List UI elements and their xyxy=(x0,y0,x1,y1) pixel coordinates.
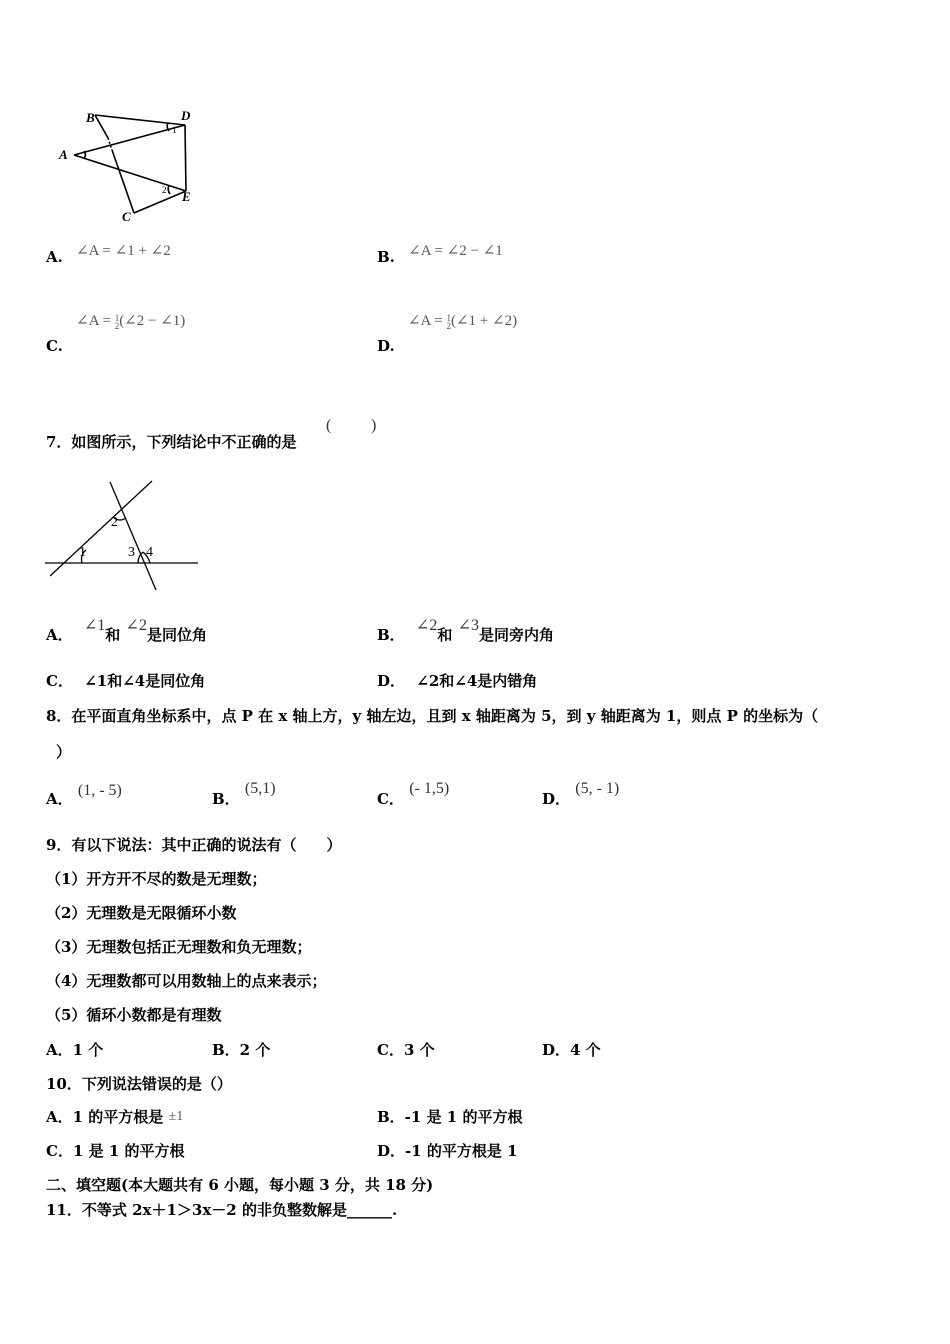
q10-option-a[interactable] xyxy=(46,1106,183,1127)
lines-figure-q7 xyxy=(42,478,202,594)
q7-option-a-angle1: ∠1 xyxy=(83,617,106,634)
q7-bracket-close: ) xyxy=(371,417,377,434)
q7-option-b-angle1: ∠2 xyxy=(415,617,438,634)
q7-option-a-mid: 和 xyxy=(105,626,121,644)
fig6-label-b: B xyxy=(86,110,95,125)
q8-option-b-math: (5,1) xyxy=(244,780,276,797)
q7-option-d-text: ∠2和∠4是内错角 xyxy=(416,672,538,690)
q6-option-d-math-post: (∠1 + ∠2) xyxy=(450,313,518,329)
q6-option-b[interactable] xyxy=(377,243,503,267)
q8-option-a-math: (1, - 5) xyxy=(77,782,122,799)
q6-option-d-label: D. xyxy=(377,337,395,355)
fig6-label-d: D xyxy=(181,108,191,123)
q10-option-a-label: A．1 的平方根是 xyxy=(46,1108,164,1126)
q7-bracket-open: ( xyxy=(326,417,332,434)
q7-option-b-tail: 是同旁内角 xyxy=(478,626,554,644)
q8-option-a[interactable] xyxy=(46,782,122,809)
q7-option-a-tail: 是同位角 xyxy=(146,626,207,644)
fig7-label-1: 1 xyxy=(79,545,86,560)
q6-option-d[interactable] xyxy=(377,312,518,356)
fig6-label-e: E xyxy=(182,189,191,204)
q6-option-a-label: A. xyxy=(46,248,63,266)
q7-option-b-mid: 和 xyxy=(437,626,453,644)
q6-option-d-math xyxy=(408,313,517,329)
q6-option-c-math-pre: ∠A = xyxy=(76,313,115,329)
fig6-label-a: A xyxy=(59,147,68,162)
q8-option-b[interactable] xyxy=(212,780,276,809)
q7-option-d[interactable] xyxy=(377,670,537,691)
q7-option-b[interactable] xyxy=(377,617,554,645)
q7-option-a[interactable] xyxy=(46,617,207,645)
q7-option-c[interactable] xyxy=(46,670,205,691)
q10-option-d[interactable]: D．-1 的平方根是 1 xyxy=(377,1142,518,1160)
q6-option-b-math: ∠A = ∠2 − ∠1 xyxy=(408,243,503,259)
q11-stem: 11．不等式 2x＋1＞3x－2 的非负整数解是______. xyxy=(46,1201,398,1219)
q8-stem-line2: ） xyxy=(56,743,72,761)
q6-option-a[interactable] xyxy=(46,243,171,267)
triangle-figure-q6 xyxy=(50,105,210,227)
q6-option-c-frac-den: 2 xyxy=(114,320,120,331)
q6-option-c-label: C. xyxy=(46,337,63,355)
fig6-label-c: C xyxy=(122,209,131,224)
q6-option-c[interactable] xyxy=(46,312,186,356)
section2-heading: 二、填空题(本大题共有 6 小题，每小题 3 分，共 18 分) xyxy=(46,1176,434,1194)
q8-option-d[interactable] xyxy=(542,780,620,809)
fig7-label-2: 2 xyxy=(111,515,118,530)
q7-option-c-label: C． xyxy=(46,672,73,690)
q9-statement-4: （4）无理数都可以用数轴上的点来表示； xyxy=(46,972,327,990)
q9-option-a[interactable]: A．1 个 xyxy=(46,1041,104,1059)
q8-option-c-math: (- 1,5) xyxy=(409,780,450,797)
q10-option-b[interactable]: B．-1 是 1 的平方根 xyxy=(377,1108,523,1126)
q9-statement-1: （1）开方开不尽的数是无理数； xyxy=(46,870,267,888)
q9-statement-3: （3）无理数包括正无理数和负无理数； xyxy=(46,938,312,956)
q7-option-a-angle2: ∠2 xyxy=(125,617,147,634)
q9-statement-5: （5）循环小数都是有理数 xyxy=(46,1006,222,1024)
q7-option-b-label: B． xyxy=(377,626,405,644)
q9-option-b[interactable]: B．2 个 xyxy=(212,1041,271,1059)
q6-option-d-frac-den: 2 xyxy=(446,320,451,331)
q9-statement-2: （2）无理数是无限循环小数 xyxy=(46,904,237,922)
q6-option-d-frac-num: 1 xyxy=(446,312,451,323)
q9-option-d[interactable]: D．4 个 xyxy=(542,1041,601,1059)
q6-option-b-label: B. xyxy=(377,248,395,266)
q9-stem: 9．有以下说法：其中正确的说法有（ ） xyxy=(46,836,342,854)
q10-stem: 10．下列说法错误的是（） xyxy=(46,1075,232,1093)
q7-stem-text: 7．如图所示，下列结论中不正确的是 xyxy=(46,433,297,451)
q6-option-c-math xyxy=(76,313,185,329)
q7-option-a-label: A． xyxy=(46,626,73,644)
q10-option-a-math: ±1 xyxy=(168,1109,184,1124)
q9-option-c[interactable]: C．3 个 xyxy=(377,1041,435,1059)
fig6-label-1: 1 xyxy=(172,125,177,135)
q7-option-b-angle2: ∠3 xyxy=(457,617,479,634)
q6-option-c-frac-num: 1 xyxy=(114,312,120,323)
q7-option-d-label: D． xyxy=(377,672,406,690)
q8-option-a-label: A． xyxy=(46,790,73,808)
fig7-label-4: 4 xyxy=(146,545,153,560)
q10-option-c[interactable]: C．1 是 1 的平方根 xyxy=(46,1142,185,1160)
q8-option-d-label: D． xyxy=(542,790,571,808)
q7-option-c-text: ∠1和∠4是同位角 xyxy=(84,672,206,690)
q7-stem xyxy=(46,431,296,452)
q6-option-d-math-pre: ∠A = xyxy=(407,313,447,329)
q8-option-c[interactable] xyxy=(377,780,450,809)
q8-option-b-label: B． xyxy=(212,790,240,808)
q8-option-c-label: C． xyxy=(377,790,404,808)
q8-stem-line1: 8．在平面直角坐标系中，点 P 在 x 轴上方，y 轴左边，且到 x 轴距离为 5，到 y 轴距离为 1，则点 P 的坐标为（ xyxy=(46,707,819,725)
q6-option-c-math-post: (∠2 − ∠1) xyxy=(119,313,186,329)
fig6-label-2: 2 xyxy=(162,185,167,195)
q8-option-d-math: (5, - 1) xyxy=(575,780,620,797)
q6-option-a-math: ∠A = ∠1 + ∠2 xyxy=(76,243,171,259)
fig7-label-3: 3 xyxy=(128,545,135,560)
